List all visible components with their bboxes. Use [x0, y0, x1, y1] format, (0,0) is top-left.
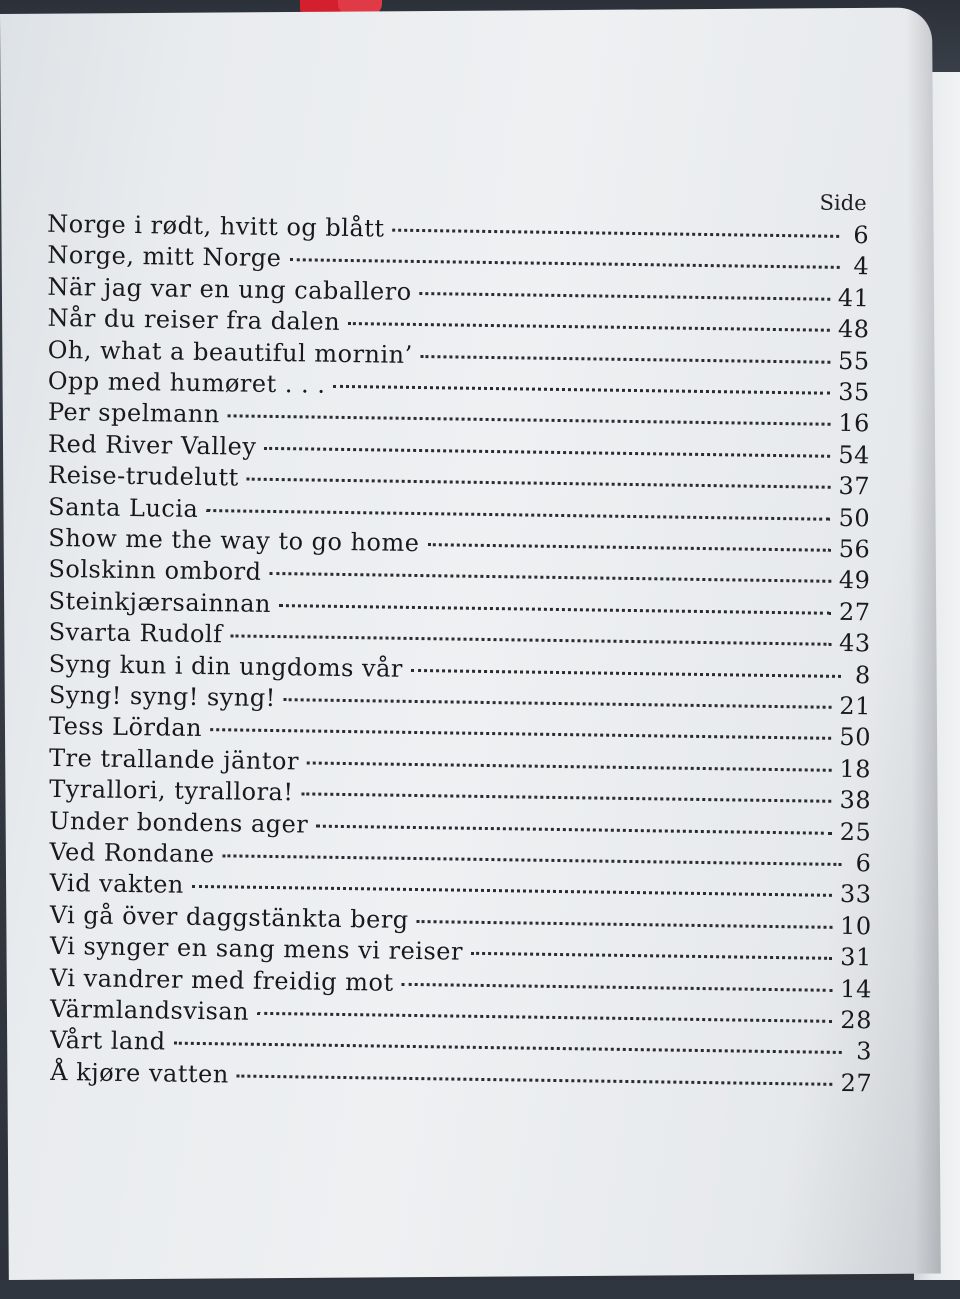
dot-leader [210, 729, 831, 741]
dot-leader [284, 698, 832, 709]
dot-leader [247, 478, 831, 489]
dot-leader [192, 885, 832, 897]
book-page [0, 7, 941, 1279]
toc-entry-title: Värmlandsvisan [49, 994, 250, 1026]
toc-entry-page-number: 14 [840, 974, 873, 1003]
dot-leader [392, 229, 839, 238]
toc-entry-page-number: 27 [838, 597, 871, 627]
toc-entry-title: Tre trallande jäntor [48, 743, 300, 776]
dot-leader [257, 1012, 832, 1023]
toc-entry-page-number: 27 [840, 1068, 873, 1098]
toc-entry-title: Vid vakten [49, 869, 185, 900]
toc-entry-title: Syng! syng! syng! [48, 680, 277, 713]
toc-entry-title: Svarta Rudolf [48, 618, 223, 649]
toc-entry-page-number: 18 [839, 754, 872, 784]
toc-entry-page-number: 31 [839, 943, 872, 972]
toc-entry-title: Per spelmann [47, 398, 221, 429]
toc-entry-page-number: 6 [855, 849, 872, 878]
toc-entry-page-number: 41 [837, 283, 870, 313]
dot-leader [427, 543, 830, 552]
toc-entry-title: Red River Valley [47, 429, 257, 461]
toc-entry-title: Vi synger en sang mens vi reiser [49, 932, 464, 966]
dot-leader [471, 952, 832, 960]
toc-entry-page-number: 50 [839, 723, 872, 752]
toc-entry-title: Santa Lucia [48, 492, 199, 523]
toc-entry-title: Tyrallori, tyrallora! [49, 775, 294, 807]
dot-leader [307, 761, 832, 771]
dot-leader [420, 292, 830, 301]
toc-entry-page-number: 56 [838, 534, 871, 564]
toc-entry-title: Vi gå över daggstänkta berg [49, 900, 409, 934]
dot-leader [301, 793, 831, 803]
toc-entry-page-number: 54 [838, 440, 871, 470]
table-of-contents [0, 13, 936, 1292]
dot-leader [333, 385, 830, 395]
dot-leader [402, 982, 833, 991]
toc-entry-page-number: 16 [838, 409, 871, 438]
toc-entry-title: Ved Rondane [49, 837, 215, 869]
dot-leader [421, 355, 830, 364]
toc-entry-title: Steinkjærsainnan [48, 586, 272, 618]
toc-entry-page-number: 21 [839, 691, 872, 721]
toc-entry-page-number: 50 [838, 503, 871, 532]
dot-leader [228, 415, 831, 426]
toc-entry-page-number: 25 [839, 817, 872, 846]
toc-entry-page-number: 38 [839, 786, 872, 815]
toc-entry-title: Når du reiser fra dalen [47, 304, 341, 337]
toc-entry-page-number: 28 [840, 1005, 873, 1035]
toc-entry-title: Norge, mitt Norge [47, 241, 282, 273]
toc-entry-page-number: 48 [837, 315, 870, 344]
toc-entry-page-number: 6 [853, 221, 870, 250]
dot-leader [279, 604, 831, 615]
toc-entry-page-number: 8 [854, 660, 871, 689]
toc-entry-page-number: 35 [837, 377, 870, 407]
toc-entry-page-number: 55 [837, 346, 870, 375]
toc-entry-page-number: 49 [838, 566, 871, 595]
dot-leader [269, 572, 830, 583]
toc-entry-page-number: 3 [856, 1037, 873, 1066]
toc-entry-title: Norge i rødt, hvitt og blått [47, 209, 385, 243]
toc-entry-title: Vårt land [49, 1026, 166, 1056]
dot-leader [230, 635, 831, 646]
toc-entry-title: Show me the way to go home [48, 523, 420, 558]
toc-entry-title: När jag var en ung caballero [47, 272, 412, 306]
page-column-header: Side [819, 190, 867, 216]
dot-leader [411, 669, 841, 678]
dot-leader [223, 854, 842, 866]
toc-entry-title: Reise-trudelutt [47, 461, 239, 492]
toc-entry-title: Å kjøre vatten [50, 1057, 229, 1089]
toc-entry-title: Vi vandrer med freidig mot [49, 963, 394, 997]
toc-entry-page-number: 43 [838, 629, 871, 658]
toc-entry-page-number: 33 [839, 880, 872, 909]
dot-leader [237, 1074, 833, 1085]
toc-entry-page-number: 10 [839, 911, 872, 941]
toc-entry-page-number: 37 [838, 472, 871, 501]
dot-leader [417, 920, 832, 929]
dot-leader [174, 1042, 842, 1054]
dot-leader [348, 322, 830, 332]
toc-entry-title: Solskinn ombord [48, 555, 262, 587]
toc-entry-title: Opp med humøret . . . [47, 366, 326, 399]
toc-entry-title: Syng kun i din ungdoms vår [48, 649, 404, 683]
dot-leader [264, 447, 830, 458]
toc-entry-title: Oh, what a beautiful mornin’ [47, 335, 413, 369]
toc-entry-title: Under bondens ager [49, 806, 309, 839]
toc-entry-page-number: 4 [853, 252, 870, 281]
dot-leader [206, 509, 830, 521]
toc-entry-title: Tess Lördan [48, 712, 203, 743]
dot-leader [316, 824, 832, 834]
dot-leader [289, 259, 839, 270]
